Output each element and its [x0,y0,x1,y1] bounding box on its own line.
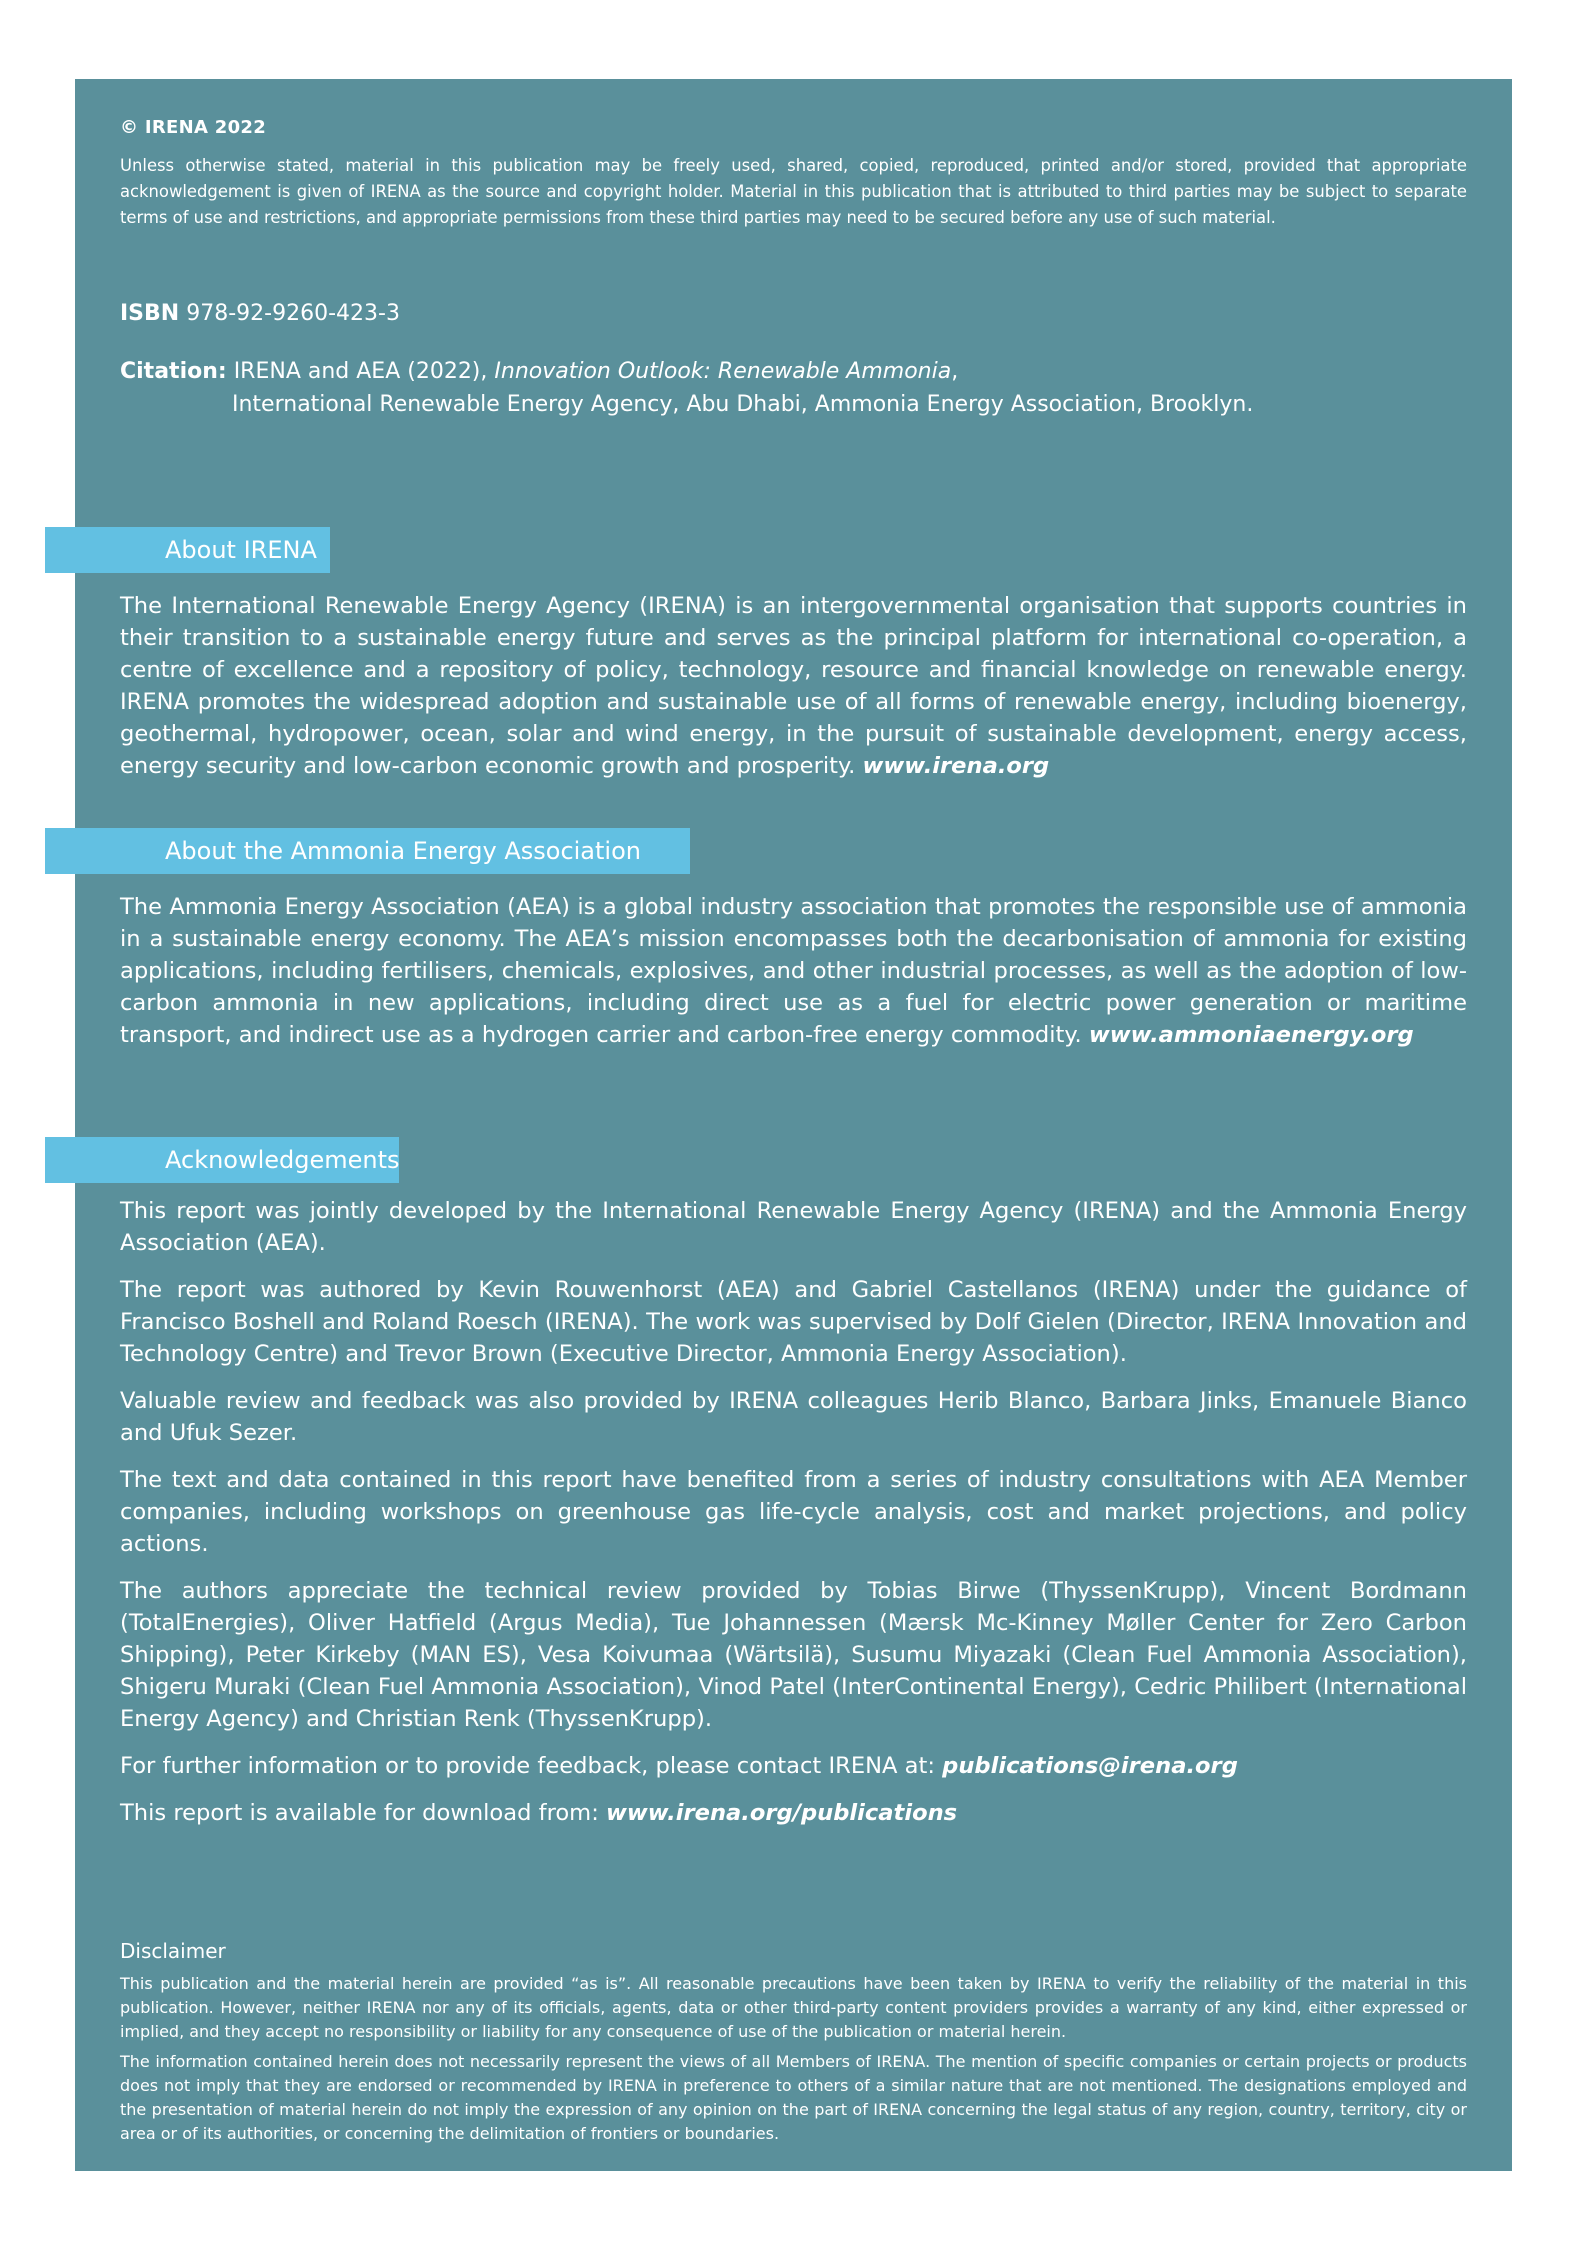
copyright-text: Unless otherwise stated, material in this publication may be freely used, shared, copied, reproduced, printed and/or stored, provided that appropriate acknowledgement is given of IRENA as the source and copyright holder. Material in this publication that is attributed to third parties may be subject to separate terms of use and restrictions, and appropriate permissions from these third parties may need to be secured before any use of such material. [120,156,1467,227]
ack-paragraph-2: The report was authored by Kevin Rouwenhorst (AEA) and Gabriel Castellanos (IRENA) under the guidance of Francisco Boshell and Roland Roesch (IRENA). The work was supervised by Dolf Gielen (Director, IRENA Innovation and Technology Centre) and Trevor Brown (Executive Director, Ammonia Energy Association). [120,1277,1467,1367]
citation [120,355,1467,421]
citation-suffix: , [951,359,959,384]
isbn-value: 978-92-9260-423-3 [186,301,400,326]
publications-email-link[interactable]: publications@irena.org [942,1753,1238,1779]
ack-paragraph-5: The authors appreciate the technical review provided by Tobias Birwe (ThyssenKrupp), Vincent Bordmann (TotalEnergies), Oliver Hatfield (Argus Media), Tue Johannessen (Mærsk Mc-Kinney Møller Center for Zero Carbon Shipping), Peter Kirkeby (MAN ES), Vesa Koivumaa (Wärtsilä), Susumu Miyazaki (Clean Fuel Ammonia Association), Shigeru Muraki (Clean Fuel Ammonia Association), Vinod Patel (InterContinental Energy), Cedric Philibert (International Energy Agency) and Christian Renk (ThyssenKrupp). [120,1578,1467,1732]
disclaimer-title: Disclaimer [120,1939,226,1963]
page-panel [75,79,1512,2171]
acknowledgements-heading: Acknowledgements [45,1137,399,1183]
about-irena-text [120,590,1467,782]
publications-download-link[interactable]: www.irena.org/publications [606,1800,958,1826]
copyright-title: © IRENA 2022 [120,117,267,138]
about-irena-heading: About IRENA [45,527,330,573]
irena-website-link[interactable]: www.irena.org [862,753,1050,779]
about-aea-text [120,891,1467,1051]
isbn-label: ISBN [120,301,180,326]
ack-contact-text: For further information or to provide feedback, please contact IRENA at: [120,1753,943,1779]
about-aea-heading: About the Ammonia Energy Association [45,828,690,874]
disclaimer-text [120,1972,1467,2152]
ack-paragraph-1: This report was jointly developed by the International Renewable Energy Agency (IRENA) and the Ammonia Energy Association (AEA). [120,1198,1467,1256]
about-aea-body: The Ammonia Energy Association (AEA) is a global industry association that promotes the responsible use of ammonia in a sustainable energy economy. The AEA’s mission encompasses both the decarbonisation of ammonia for existing applications, including fertilisers, chemicals, explosives, and other industrial processes, as well as the adoption of low-carbon ammonia in new applications, including direct use as a fuel for electric power generation or maritime transport, and indirect use as a hydrogen carrier and carbon-free energy commodity. [120,894,1467,1048]
ack-paragraph-4: The text and data contained in this report have benefited from a series of industry consultations with AEA Member companies, including workshops on greenhouse gas life-cycle analysis, cost and market projections, and policy actions. [120,1467,1467,1557]
acknowledgements-text [120,1195,1467,1844]
isbn-line [120,301,400,326]
about-irena-body: The International Renewable Energy Agency (IRENA) is an intergovernmental organisation that supports countries in their transition to a sustainable energy future and serves as the principal platform for international co-operation, a centre of excellence and a repository of policy, technology, resource and financial knowledge on renewable energy. IRENA promotes the widespread adoption and sustainable use of all forms of renewable energy, including bioenergy, geothermal, hydropower, ocean, solar and wind energy, in the pursuit of sustainable development, energy access, energy security and low-carbon economic growth and prosperity. [120,593,1467,779]
ack-paragraph-7 [120,1797,1467,1829]
disclaimer-paragraph-1: This publication and the material herein are provided “as is”. All reasonable precautions have been taken by IRENA to verify the reliability of the material in this publication. However, neither IRENA nor any of its officials, agents, data or other third-party content providers provides a warranty of any kind, either expressed or implied, and they accept no responsibility or liability for any consequence of use of the publication or material herein. [120,1974,1467,2041]
citation-title: Innovation Outlook: Renewable Ammonia [494,359,952,384]
aea-website-link[interactable]: www.ammoniaenergy.org [1088,1022,1414,1048]
disclaimer-paragraph-2: The information contained herein does not necessarily represent the views of all Members of IRENA. The mention of specific companies or certain projects or products does not imply that they are endorsed or recommended by IRENA in preference to others of a similar nature that are not mentioned. The designations employed and the presentation of material herein do not imply the expression of any opinion on the part of IRENA concerning the legal status of any region, country, territory, city or area or of its authorities, or concerning the delimitation of frontiers or boundaries. [120,2052,1467,2143]
ack-paragraph-3: Valuable review and feedback was also provided by IRENA colleagues Herib Blanco, Barbara Jinks, Emanuele Bianco and Ufuk Sezer. [120,1388,1467,1446]
citation-prefix: IRENA and AEA (2022), [233,359,495,384]
ack-download-text: This report is available for download from: [120,1800,606,1826]
citation-line2: International Renewable Energy Agency, Abu Dhabi, Ammonia Energy Association, Brooklyn. [232,392,1254,417]
citation-label: Citation: [120,359,227,384]
ack-paragraph-6 [120,1750,1467,1782]
